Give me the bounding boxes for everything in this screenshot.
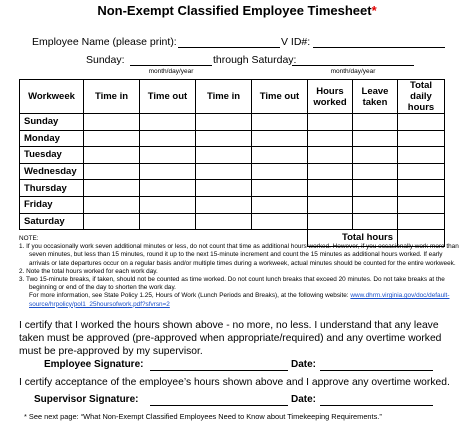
- saturday-date-field[interactable]: [292, 65, 414, 66]
- day-label: Wednesday: [20, 163, 84, 180]
- time-entry-cell[interactable]: [84, 196, 140, 213]
- time-entry-cell[interactable]: [252, 180, 308, 197]
- time-entry-cell[interactable]: [252, 130, 308, 147]
- column-header: Hours worked: [308, 80, 353, 114]
- time-entry-cell[interactable]: [196, 196, 252, 213]
- employee-signature-label: Employee Signature:: [44, 359, 144, 370]
- table-row: [20, 213, 445, 230]
- time-entry-cell[interactable]: [398, 163, 445, 180]
- time-entry-cell[interactable]: [252, 147, 308, 164]
- policy-link[interactable]: www.dhrm.virginia.gov/doc/default-: [350, 292, 450, 300]
- time-entry-cell[interactable]: [196, 114, 252, 131]
- time-entry-cell[interactable]: [252, 114, 308, 131]
- note-item: [19, 276, 459, 292]
- time-entry-cell[interactable]: [353, 130, 398, 147]
- employee-name-label: Employee Name (please print):: [32, 36, 177, 48]
- timesheet-table: [19, 79, 445, 247]
- time-entry-cell[interactable]: [140, 163, 196, 180]
- note-text: If you occasionally work seven additional minutes or less, do not count that time as additional hours worked. However, if you occasionally work more than seven minutes, but less than 15 minutes, round it up to the next 15-minute increment and count the 15 minutes as additional hours worked. If early arrivals or late departures occur on a regular basis and/or multiple times during a workweek, actual minutes should be counted for the entire workweek.: [26, 243, 459, 267]
- employee-certification-text: I certify that I worked the hours shown above - no more, no less. I understand that any leave taken must be approved (pre-approved when appropriate/required) and any overtime worked must be pre-approved by my supervisor.: [19, 320, 442, 357]
- day-label: Saturday: [20, 213, 84, 230]
- time-entry-cell[interactable]: [398, 180, 445, 197]
- table-row: [20, 196, 445, 213]
- employee-date-field[interactable]: [320, 370, 433, 371]
- employee-date-label: Date:: [291, 359, 317, 370]
- day-label: Friday: [20, 196, 84, 213]
- note-item: [19, 243, 459, 268]
- time-entry-cell[interactable]: [398, 147, 445, 164]
- time-entry-cell[interactable]: [252, 213, 308, 230]
- note-number: 3.: [19, 276, 25, 284]
- time-entry-cell[interactable]: [353, 147, 398, 164]
- column-header: Workweek: [20, 80, 84, 114]
- table-row: [20, 163, 445, 180]
- total-hours-label: Total hours: [308, 230, 398, 247]
- table-row: [20, 147, 445, 164]
- note-text: Note the total hours worked for each work day.: [26, 267, 158, 275]
- time-entry-cell[interactable]: [308, 213, 353, 230]
- time-entry-cell[interactable]: [353, 196, 398, 213]
- day-label: Monday: [20, 130, 84, 147]
- note-number: 1.: [19, 243, 25, 251]
- footer-note: * See next page: “What Non-Exempt Classified Employees Need to Know about Timekeeping Requirements.”: [24, 412, 382, 421]
- column-header: Total daily hours: [398, 80, 445, 114]
- time-entry-cell[interactable]: [140, 213, 196, 230]
- table-header-row: [20, 80, 445, 114]
- time-entry-cell[interactable]: [84, 180, 140, 197]
- time-entry-cell[interactable]: [353, 180, 398, 197]
- column-header: Time out: [140, 80, 196, 114]
- time-entry-cell[interactable]: [398, 213, 445, 230]
- employee-signature-field[interactable]: [150, 370, 288, 371]
- time-entry-cell[interactable]: [196, 213, 252, 230]
- time-entry-cell[interactable]: [252, 163, 308, 180]
- table-row: [20, 180, 445, 197]
- time-entry-cell[interactable]: [196, 130, 252, 147]
- time-entry-cell[interactable]: [353, 163, 398, 180]
- time-entry-cell[interactable]: [308, 114, 353, 131]
- column-header: Leave taken: [353, 80, 398, 114]
- time-entry-cell[interactable]: [140, 114, 196, 131]
- time-entry-cell[interactable]: [308, 147, 353, 164]
- time-entry-cell[interactable]: [84, 163, 140, 180]
- vid-field[interactable]: [313, 47, 445, 48]
- column-header: Time out: [252, 80, 308, 114]
- supervisor-signature-label: Supervisor Signature:: [34, 394, 139, 405]
- title-asterisk: *: [371, 3, 377, 18]
- time-entry-cell[interactable]: [140, 130, 196, 147]
- day-label: Sunday: [20, 114, 84, 131]
- sunday-label: Sunday:: [86, 54, 125, 66]
- time-entry-cell[interactable]: [308, 180, 353, 197]
- time-entry-cell[interactable]: [308, 163, 353, 180]
- time-entry-cell[interactable]: [398, 196, 445, 213]
- time-entry-cell[interactable]: [84, 130, 140, 147]
- note-number: 2.: [19, 267, 25, 275]
- time-entry-cell[interactable]: [308, 196, 353, 213]
- notes-heading: NOTE:: [19, 235, 39, 242]
- supervisor-certification-text: I certify acceptance of the employee’s hours shown above and I approve any overtime worked.: [19, 377, 450, 388]
- vid-label: V ID#:: [281, 36, 311, 48]
- time-entry-cell[interactable]: [140, 196, 196, 213]
- day-label: Thursday: [20, 180, 84, 197]
- date-hint: month/day/year: [148, 68, 194, 75]
- column-header: Time in: [196, 80, 252, 114]
- time-entry-cell[interactable]: [308, 130, 353, 147]
- note-text: Two 15-minute breaks, if taken, should not be counted as time worked. Do not count lunch breaks that exceed 20 minutes. Do not take breaks at the beginning or end of the day to shorten the work day.: [26, 276, 445, 292]
- page-title: [0, 3, 474, 18]
- through-saturday-label: through Saturday:: [213, 54, 297, 66]
- notes-section: [19, 235, 459, 309]
- time-entry-cell[interactable]: [84, 114, 140, 131]
- policy-link[interactable]: source/hrpolicy/pol1_25hoursofwork.pdf?sfvrsn=2: [29, 300, 170, 308]
- time-entry-cell[interactable]: [196, 163, 252, 180]
- supervisor-signature-field[interactable]: [150, 405, 288, 406]
- employee-name-field[interactable]: [178, 47, 280, 48]
- date-hint: month/day/year: [330, 68, 376, 75]
- day-label: Tuesday: [20, 147, 84, 164]
- time-entry-cell[interactable]: [84, 147, 140, 164]
- time-entry-cell[interactable]: [353, 114, 398, 131]
- time-entry-cell[interactable]: [398, 130, 445, 147]
- title-text: Non-Exempt Classified Employee Timesheet: [97, 3, 372, 18]
- note-item: [19, 268, 459, 276]
- column-header: Time in: [84, 80, 140, 114]
- time-entry-cell[interactable]: [140, 180, 196, 197]
- time-entry-cell[interactable]: [84, 213, 140, 230]
- time-entry-cell[interactable]: [140, 147, 196, 164]
- time-entry-cell[interactable]: [196, 180, 252, 197]
- note-item: [19, 292, 459, 308]
- supervisor-date-label: Date:: [291, 394, 317, 405]
- time-entry-cell[interactable]: [353, 213, 398, 230]
- note-text: For more information, see State Policy 1.25, Hours of Work (Lunch Periods and Breaks), at the following website:: [29, 292, 349, 300]
- sunday-date-field[interactable]: [130, 65, 212, 66]
- table-row: [20, 114, 445, 131]
- table-row: [20, 130, 445, 147]
- time-entry-cell[interactable]: [196, 147, 252, 164]
- time-entry-cell[interactable]: [398, 114, 445, 131]
- time-entry-cell[interactable]: [252, 196, 308, 213]
- supervisor-date-field[interactable]: [320, 405, 433, 406]
